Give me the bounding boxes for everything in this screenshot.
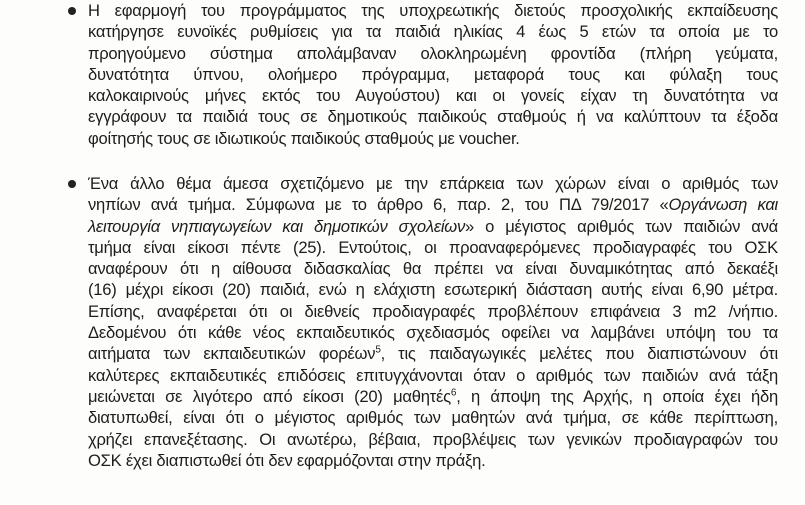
text-span: , τις παιδαγωγικές μελέτες που διαπιστώνουν ότι: [380, 344, 778, 364]
text-line: [88, 64, 778, 85]
text-span: μειώνεται σε λιγότερο από είκοσι (20) μαθητές: [88, 386, 451, 406]
text-line: [88, 106, 778, 127]
text-line: [88, 429, 778, 450]
text-span: τμήμα είναι είκοσι πέντε (25). Εντούτοις, οι προαναφερόμενες προδιαγραφές του ΟΣΚ: [88, 237, 778, 257]
text-span: , η άποψη της Αρχής, η οποία έχει ήδη: [456, 386, 778, 406]
text-span: καλοκαιρινούς μήνες εκτός του Αυγούστου) και οι γονείς είχαν τη δυνατότητα να: [88, 86, 778, 106]
text-line: [88, 21, 778, 42]
text-line: [88, 128, 778, 149]
text-span: κατήργησε ευνοϊκές ρυθμίσεις για τα παιδιά ηλικίας 4 έως 5 ετών τα οποία με το: [88, 22, 778, 42]
text-line: [88, 279, 778, 300]
text-span: δυνατότητα ύπνου, ολοήμερο πρόγραμμα, μεταφορά τους και φύλαξη τους: [88, 64, 778, 84]
text-line: [88, 407, 778, 428]
footnote-ref: 6: [450, 387, 457, 399]
text-span: εγγράφουν τα παιδιά τους σε δημοτικούς παιδικούς σταθμούς ή να καλύπτουν τα έξοδα: [88, 107, 778, 127]
text-span: φοίτησής τους σε ιδιωτικούς παιδικούς σταθμούς με voucher.: [88, 128, 520, 148]
italic-title: Οργάνωση και: [668, 195, 778, 215]
text-line: [88, 85, 778, 106]
bullet-icon: [68, 7, 76, 15]
text-line: [88, 450, 778, 471]
text-span: Επίσης, αναφέρεται ότι οι διεθνείς προδιαγραφές προβλέπουν επιφάνεια 3 m2 /νήπιο.: [88, 301, 778, 321]
text-line: [88, 216, 778, 237]
text-line: [88, 322, 778, 343]
text-line: [88, 258, 778, 279]
text-span: (16) μέχρι είκοσι (20) παιδιά, ενώ η ελάχιστη εσωτερική διάσταση αυτής είναι 6,90 μέτρα.: [88, 280, 778, 300]
text-line: [88, 386, 778, 407]
text-span: καλύτερες εκπαιδευτικές επιδόσεις επιτυγχάνονται όταν ο αριθμός των παιδιών ανά τάξη: [88, 365, 778, 385]
text-line: [88, 0, 778, 21]
paragraph-text: [88, 0, 778, 149]
text-line: [88, 365, 778, 386]
text-span: ΟΣΚ έχει διαπιστωθεί ότι δεν εφαρμόζονται στην πράξη.: [88, 450, 486, 470]
text-span: προηγούμενο σύστημα απολάμβαναν ολοκληρωμένη φροντίδα (πλήρη γεύματα,: [88, 43, 778, 63]
bullet-icon: [68, 180, 76, 188]
footnote-ref: 5: [375, 344, 381, 356]
paragraph-text: [88, 173, 778, 471]
text-span: Η εφαρμογή του προγράμματος της υποχρεωτικής διετούς προσχολικής εκπαίδευσης: [88, 1, 778, 20]
text-span: Ένα άλλο θέμα άμεσα σχετιζόμενο με την επάρκεια των χώρων είναι ο αριθμός των: [88, 174, 778, 193]
italic-title: λειτουργία νηπιαγωγείων και δημοτικών σχολείων: [88, 216, 466, 236]
text-span: αναφέρουν ότι η αίθουσα διδασκαλίας θα πρέπει να είναι δυναμικότητας από δεκαέξι: [88, 259, 778, 279]
text-line: [88, 173, 778, 194]
text-line: [88, 343, 778, 364]
text-span: χρήζει επανεξέτασης. Οι ανωτέρω, βέβαια, προβλέψεις των γενικών προδιαγραφών του: [88, 429, 778, 449]
text-span: » ο μέγιστος αριθμός των παιδιών ανά: [465, 216, 778, 236]
text-span: νηπίων ανά τμήμα. Σύμφωνα με το άρθρο 6, παρ. 2, του ΠΔ 79/2017 «: [88, 195, 669, 215]
text-line: [88, 301, 778, 322]
text-span: Δεδομένου ότι κάθε νέος εκπαιδευτικός σχεδιασμός οφείλει να λαμβάνει υπόψη του τα: [88, 323, 778, 343]
text-line: [88, 43, 778, 64]
text-line: [88, 194, 778, 215]
text-span: αιτήματα των εκπαιδευτικών φορέων: [88, 344, 376, 364]
text-span: διατυπωθεί, είναι ότι ο μέγιστος αριθμός των μαθητών ανά τμήμα, σε κάθε περίπτωση,: [88, 408, 778, 428]
text-line: [88, 237, 778, 258]
